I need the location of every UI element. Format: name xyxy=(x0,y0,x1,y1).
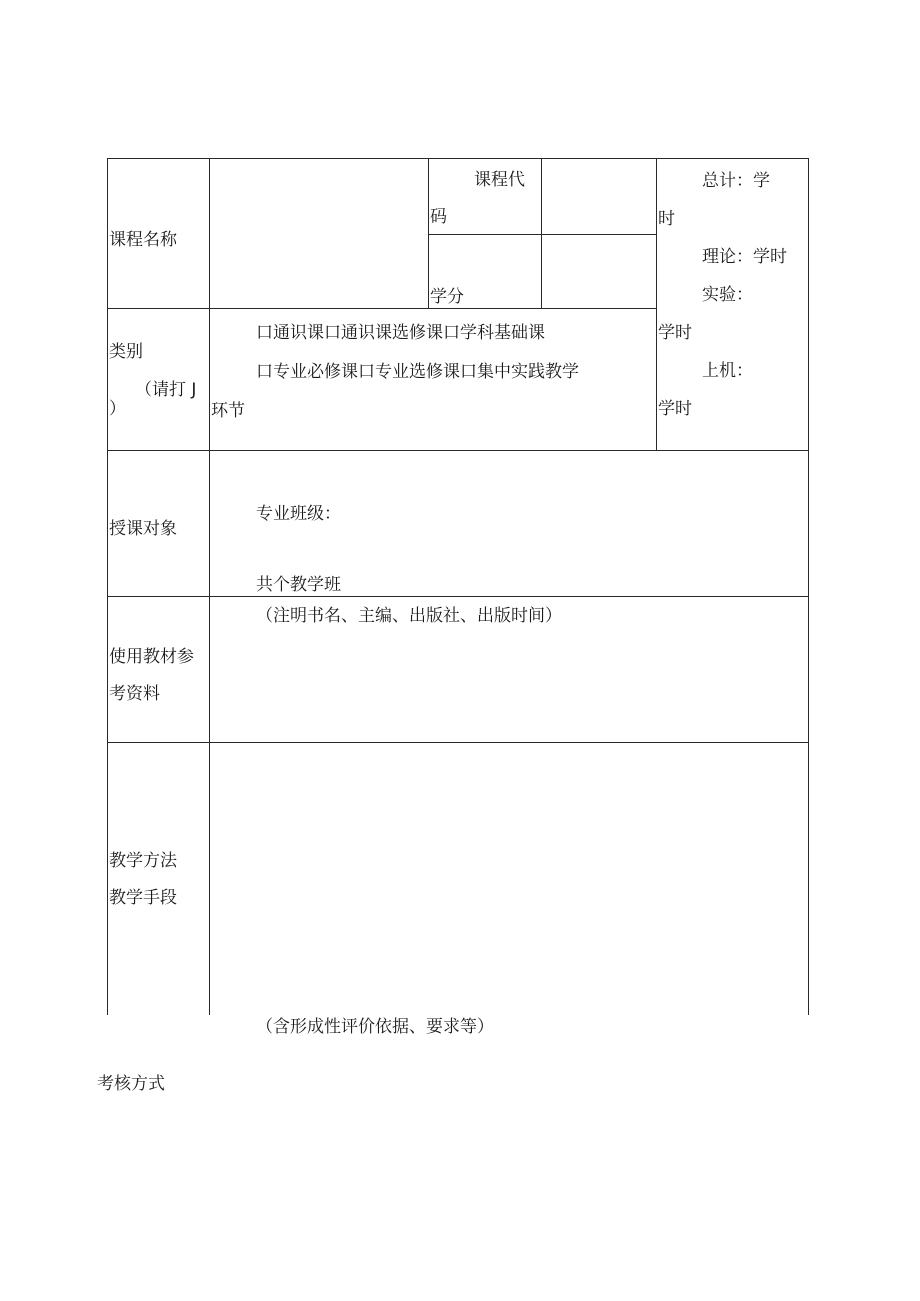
class-count-label: 共个教学班 xyxy=(256,575,341,595)
hours-theory: 理论：学时 xyxy=(702,247,787,267)
assessment-label: 考核方式 xyxy=(97,1074,165,1094)
table-rule-row3 xyxy=(107,596,809,597)
target-label: 授课对象 xyxy=(109,519,177,539)
category-options-line3: 环节 xyxy=(211,401,245,421)
methods-label-line1: 教学方法 xyxy=(109,851,177,871)
category-options-line1[interactable]: 口通识课口通识课选修课口学科基础课 xyxy=(256,323,545,343)
table-border-right xyxy=(808,158,809,1015)
category-hint-line2: ） xyxy=(109,399,126,419)
materials-label-line2: 考资料 xyxy=(109,684,160,704)
materials-note: （注明书名、主编、出版社、出版时间） xyxy=(256,606,562,626)
course-name-label: 课程名称 xyxy=(109,230,177,250)
assessment-note: （含形成性评价依据、要求等） xyxy=(256,1017,494,1037)
course-code-label-line1: 课程代 xyxy=(474,170,525,190)
hours-computer-line2: 学时 xyxy=(658,399,692,419)
materials-label-line1: 使用教材参 xyxy=(109,647,194,667)
hours-total-line2: 时 xyxy=(658,209,675,229)
credits-label: 学分 xyxy=(430,287,464,307)
table-border-left xyxy=(107,158,108,1015)
hours-experiment-line2: 学时 xyxy=(658,323,692,343)
course-code-label-line2: 码 xyxy=(430,207,447,227)
table-rule-row4 xyxy=(107,742,809,743)
table-rule-row2 xyxy=(107,450,809,451)
table-rule-code-label-col xyxy=(428,158,429,309)
table-rule-label-col xyxy=(209,158,210,1015)
category-label: 类别 xyxy=(109,342,143,362)
table-rule-code-credit xyxy=(428,234,657,235)
hours-experiment-line1: 实验： xyxy=(702,285,753,305)
table-rule-row1 xyxy=(107,308,657,309)
table-rule-hours-col xyxy=(656,158,657,451)
class-label: 专业班级： xyxy=(256,504,341,524)
table-border-top xyxy=(107,158,809,159)
category-options-line2[interactable]: 口专业必修课口专业选修课口集中实践教学 xyxy=(256,362,579,382)
methods-label-line2: 教学手段 xyxy=(109,888,177,908)
table-rule-code-value-col xyxy=(541,158,542,309)
hours-computer-line1: 上机： xyxy=(702,361,753,381)
hours-total-line1: 总计：学 xyxy=(702,171,770,191)
category-hint-line1: （请打 J xyxy=(135,380,197,400)
